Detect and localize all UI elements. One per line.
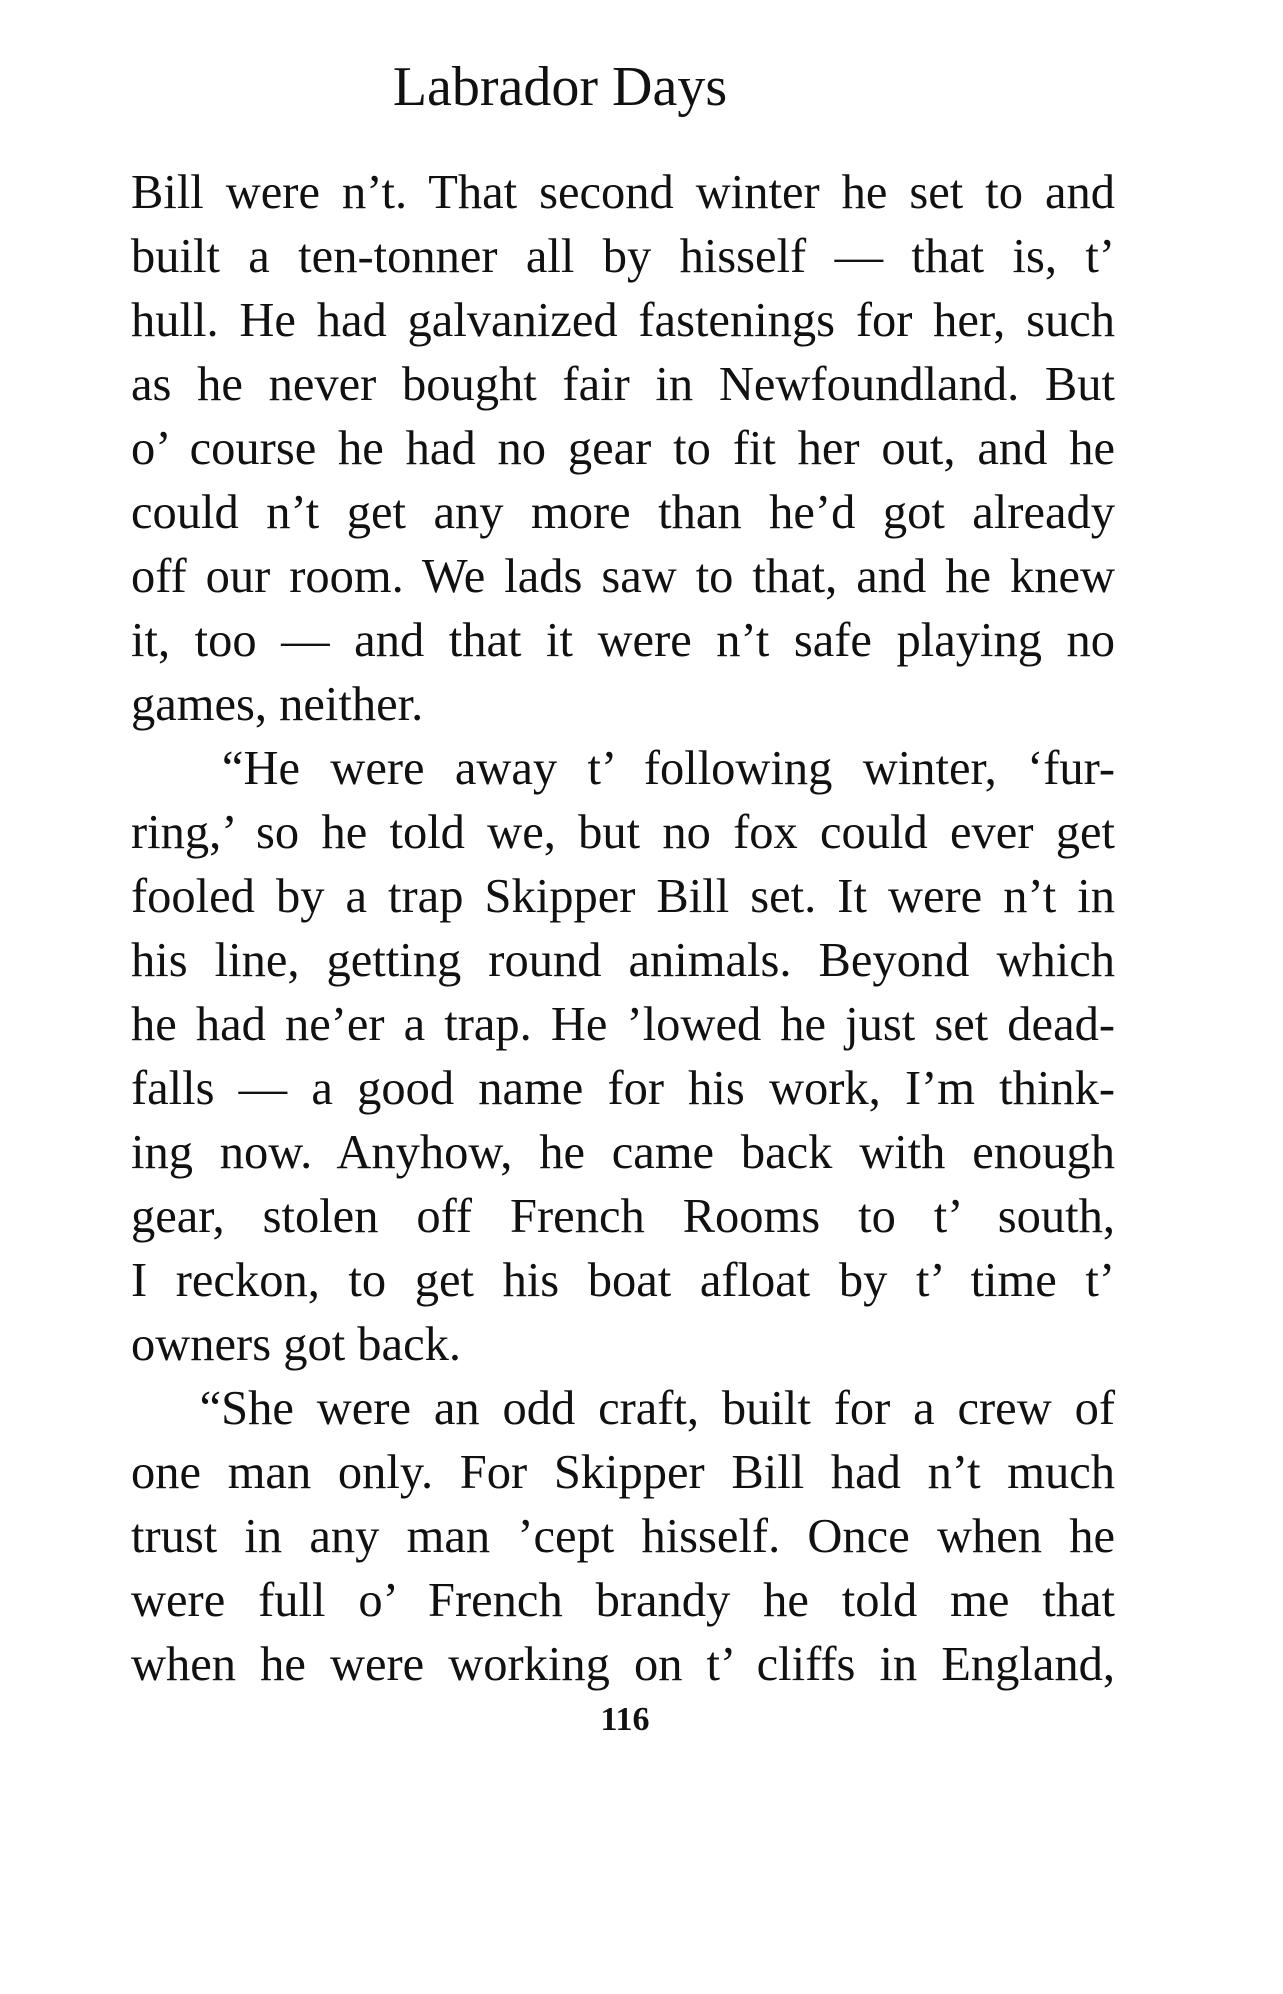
page-title: Labrador Days <box>392 56 728 118</box>
body-text <box>131 161 1115 1697</box>
text-line: gear, stolen off French Rooms to t’ south, <box>131 1190 1115 1243</box>
text-line: games, neither. <box>131 678 424 731</box>
text-line: hull. He had galvanized fastenings for her, such <box>131 294 1115 347</box>
text-line: Bill were n’t. That second winter he set to and <box>131 166 1115 219</box>
text-line: were full o’ French brandy he told me that <box>131 1574 1115 1627</box>
text-line: o’ course he had no gear to fit her out, and he <box>131 422 1115 475</box>
text-line: it, too — and that it were n’t safe playing no <box>131 614 1115 667</box>
text-line: built a ten-tonner all by hisself — that is, t’ <box>131 230 1115 283</box>
text-line: when he were working on t’ cliffs in England, <box>131 1638 1115 1691</box>
text-line: I reckon, to get his boat afloat by t’ time t’ <box>131 1254 1115 1307</box>
text-line: owners got back. <box>131 1318 461 1371</box>
text-line: “He were away t’ following winter, ‘fur- <box>131 742 1115 795</box>
text-line: ring,’ so he told we, but no fox could ever get <box>131 806 1115 859</box>
text-line: falls — a good name for his work, I’m think- <box>131 1062 1115 1115</box>
text-line: trust in any man ’cept hisself. Once when he <box>131 1510 1115 1563</box>
text-line: as he never bought fair in Newfoundland. But <box>131 358 1115 411</box>
text-line: could n’t get any more than he’d got already <box>131 486 1115 539</box>
text-line: he had ne’er a trap. He ’lowed he just set dead- <box>131 998 1115 1051</box>
text-line: fooled by a trap Skipper Bill set. It were n’t in <box>131 870 1115 923</box>
text-line: off our room. We lads saw to that, and he knew <box>131 550 1115 603</box>
text-line: “She were an odd craft, built for a crew of <box>131 1382 1115 1435</box>
text-line: ing now. Anyhow, he came back with enough <box>131 1126 1115 1179</box>
text-line: his line, getting round animals. Beyond which <box>131 934 1115 987</box>
text-line: one man only. For Skipper Bill had n’t much <box>131 1446 1115 1499</box>
page-number: 116 <box>600 1701 650 1738</box>
